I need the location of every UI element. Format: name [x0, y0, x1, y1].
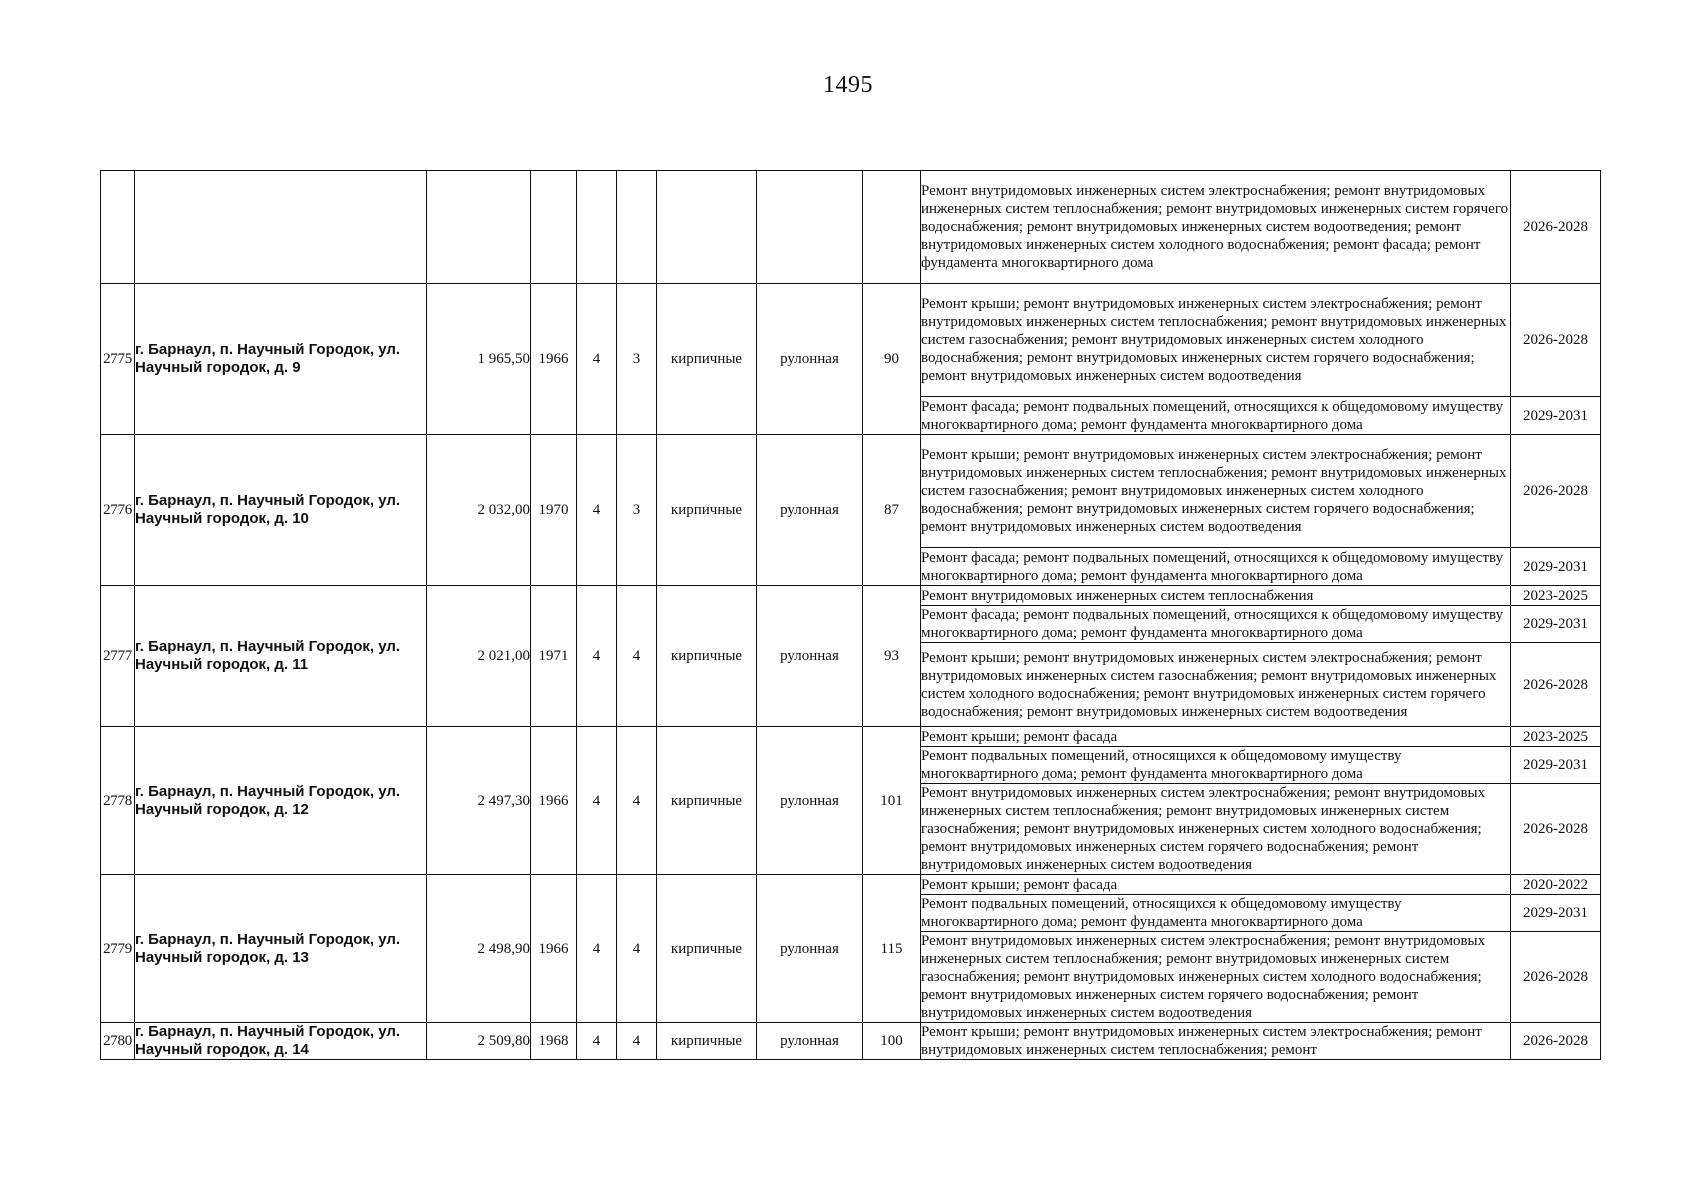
building-entrances: 4 [617, 1023, 657, 1060]
work-description: Ремонт фасада; ремонт подвальных помещений, относящихся к общедомовому имуществу многоквартирного дома; ремонт фундамента многоквартирного дома [921, 397, 1511, 435]
building-number: 2779 [101, 875, 135, 1023]
building-roof: рулонная [757, 1023, 863, 1060]
work-period: 2029-2031 [1511, 548, 1601, 586]
table-row [101, 586, 1601, 606]
table-row [101, 875, 1601, 895]
work-description: Ремонт внутридомовых инженерных систем электроснабжения; ремонт внутридомовых инженерных систем теплоснабжения; ремонт внутридомовых инженерных систем горячего водоснабжения; ремонт внутридомовых инженерных систем водоотведения; ремонт внутридомовых инженерных систем холодного водоснабжения; ремонт фасада; ремонт фундамента многоквартирного дома [921, 171, 1511, 284]
work-description: Ремонт фасада; ремонт подвальных помещений, относящихся к общедомовому имуществу многоквартирного дома; ремонт фундамента многоквартирного дома [921, 548, 1511, 586]
work-period: 2023-2025 [1511, 586, 1601, 606]
building-floors: 4 [577, 284, 617, 435]
building-walls: кирпичные [657, 1023, 757, 1060]
building-year: 1966 [531, 727, 577, 875]
building-area: 2 497,30 [427, 727, 531, 875]
building-floors [577, 171, 617, 284]
building-roof: рулонная [757, 586, 863, 727]
building-year [531, 171, 577, 284]
building-floors: 4 [577, 875, 617, 1023]
work-description: Ремонт крыши; ремонт фасада [921, 875, 1511, 895]
building-apartments: 115 [863, 875, 921, 1023]
page-number: 1495 [823, 72, 873, 98]
table-row [101, 435, 1601, 548]
building-address: г. Барнаул, п. Научный Городок, ул. Научный городок, д. 11 [135, 586, 427, 727]
building-year: 1971 [531, 586, 577, 727]
building-entrances: 3 [617, 435, 657, 586]
building-area [427, 171, 531, 284]
building-address: г. Барнаул, п. Научный Городок, ул. Научный городок, д. 9 [135, 284, 427, 435]
work-description: Ремонт фасада; ремонт подвальных помещений, относящихся к общедомовому имуществу многоквартирного дома; ремонт фундамента многоквартирного дома [921, 606, 1511, 643]
work-period: 2020-2022 [1511, 875, 1601, 895]
table-row [101, 1023, 1601, 1060]
building-number: 2776 [101, 435, 135, 586]
building-apartments: 87 [863, 435, 921, 586]
building-number: 2778 [101, 727, 135, 875]
building-roof: рулонная [757, 875, 863, 1023]
building-walls: кирпичные [657, 875, 757, 1023]
work-period: 2026-2028 [1511, 784, 1601, 875]
work-period: 2026-2028 [1511, 435, 1601, 548]
building-year: 1966 [531, 875, 577, 1023]
work-description: Ремонт крыши; ремонт фасада [921, 727, 1511, 747]
repair-schedule-table [100, 170, 1601, 1060]
building-address: г. Барнаул, п. Научный Городок, ул. Научный городок, д. 13 [135, 875, 427, 1023]
building-year: 1968 [531, 1023, 577, 1060]
table-row [101, 284, 1601, 397]
work-period: 2026-2028 [1511, 284, 1601, 397]
building-address: г. Барнаул, п. Научный Городок, ул. Научный городок, д. 10 [135, 435, 427, 586]
work-period: 2023-2025 [1511, 727, 1601, 747]
work-period: 2029-2031 [1511, 895, 1601, 932]
building-walls: кирпичные [657, 284, 757, 435]
work-period: 2026-2028 [1511, 1023, 1601, 1060]
work-period: 2029-2031 [1511, 606, 1601, 643]
building-number: 2780 [101, 1023, 135, 1060]
building-floors: 4 [577, 727, 617, 875]
work-description: Ремонт подвальных помещений, относящихся к общедомовому имуществу многоквартирного дома; ремонт фундамента многоквартирного дома [921, 747, 1511, 784]
building-entrances: 3 [617, 284, 657, 435]
table-row [101, 171, 1601, 284]
work-description: Ремонт крыши; ремонт внутридомовых инженерных систем электроснабжения; ремонт внутридомовых инженерных систем теплоснабжения; ремонт внутридомовых инженерных систем газоснабжения; ремонт внутридомовых инженерных систем холодного водоснабжения; ремонт внутридомовых инженерных систем горячего водоснабжения; ремонт внутридомовых инженерных систем водоотведения [921, 284, 1511, 397]
building-roof: рулонная [757, 284, 863, 435]
building-floors: 4 [577, 435, 617, 586]
building-address [135, 171, 427, 284]
building-address: г. Барнаул, п. Научный Городок, ул. Научный городок, д. 14 [135, 1023, 427, 1060]
building-year: 1970 [531, 435, 577, 586]
building-apartments: 90 [863, 284, 921, 435]
building-walls: кирпичные [657, 586, 757, 727]
work-period: 2029-2031 [1511, 747, 1601, 784]
building-address: г. Барнаул, п. Научный Городок, ул. Научный городок, д. 12 [135, 727, 427, 875]
building-floors: 4 [577, 586, 617, 727]
work-description: Ремонт внутридомовых инженерных систем электроснабжения; ремонт внутридомовых инженерных систем теплоснабжения; ремонт внутридомовых инженерных систем газоснабжения; ремонт внутридомовых инженерных систем холодного водоснабжения; ремонт внутридомовых инженерных систем горячего водоснабжения; ремонт внутридомовых инженерных систем водоотведения [921, 932, 1511, 1023]
building-walls: кирпичные [657, 435, 757, 586]
work-description: Ремонт подвальных помещений, относящихся к общедомовому имуществу многоквартирного дома; ремонт фундамента многоквартирного дома [921, 895, 1511, 932]
building-year: 1966 [531, 284, 577, 435]
building-apartments: 100 [863, 1023, 921, 1060]
building-entrances: 4 [617, 586, 657, 727]
building-roof: рулонная [757, 435, 863, 586]
building-apartments: 101 [863, 727, 921, 875]
building-walls: кирпичные [657, 727, 757, 875]
work-description: Ремонт внутридомовых инженерных систем электроснабжения; ремонт внутридомовых инженерных систем теплоснабжения; ремонт внутридомовых инженерных систем газоснабжения; ремонт внутридомовых инженерных систем холодного водоснабжения; ремонт внутридомовых инженерных систем горячего водоснабжения; ремонт внутридомовых инженерных систем водоотведения [921, 784, 1511, 875]
work-description: Ремонт внутридомовых инженерных систем теплоснабжения [921, 586, 1511, 606]
building-number: 2777 [101, 586, 135, 727]
building-entrances [617, 171, 657, 284]
work-period: 2026-2028 [1511, 643, 1601, 727]
building-number [101, 171, 135, 284]
work-period: 2026-2028 [1511, 171, 1601, 284]
building-area: 2 498,90 [427, 875, 531, 1023]
building-area: 2 509,80 [427, 1023, 531, 1060]
building-area: 2 021,00 [427, 586, 531, 727]
building-entrances: 4 [617, 875, 657, 1023]
table-row [101, 727, 1601, 747]
table-body [101, 171, 1601, 1060]
building-apartments [863, 171, 921, 284]
work-period: 2029-2031 [1511, 397, 1601, 435]
building-floors: 4 [577, 1023, 617, 1060]
building-number: 2775 [101, 284, 135, 435]
building-area: 2 032,00 [427, 435, 531, 586]
building-roof: рулонная [757, 727, 863, 875]
building-walls [657, 171, 757, 284]
building-roof [757, 171, 863, 284]
building-apartments: 93 [863, 586, 921, 727]
work-description: Ремонт крыши; ремонт внутридомовых инженерных систем электроснабжения; ремонт внутридомовых инженерных систем теплоснабжения; ремонт внутридомовых инженерных систем газоснабжения; ремонт внутридомовых инженерных систем холодного водоснабжения; ремонт внутридомовых инженерных систем горячего водоснабжения; ремонт внутридомовых инженерных систем водоотведения [921, 435, 1511, 548]
work-description: Ремонт крыши; ремонт внутридомовых инженерных систем электроснабжения; ремонт внутридомовых инженерных систем теплоснабжения; ремонт [921, 1023, 1511, 1060]
building-area: 1 965,50 [427, 284, 531, 435]
work-period: 2026-2028 [1511, 932, 1601, 1023]
work-description: Ремонт крыши; ремонт внутридомовых инженерных систем электроснабжения; ремонт внутридомовых инженерных систем газоснабжения; ремонт внутридомовых инженерных систем холодного водоснабжения; ремонт внутридомовых инженерных систем горячего водоснабжения; ремонт внутридомовых инженерных систем водоотведения [921, 643, 1511, 727]
building-entrances: 4 [617, 727, 657, 875]
